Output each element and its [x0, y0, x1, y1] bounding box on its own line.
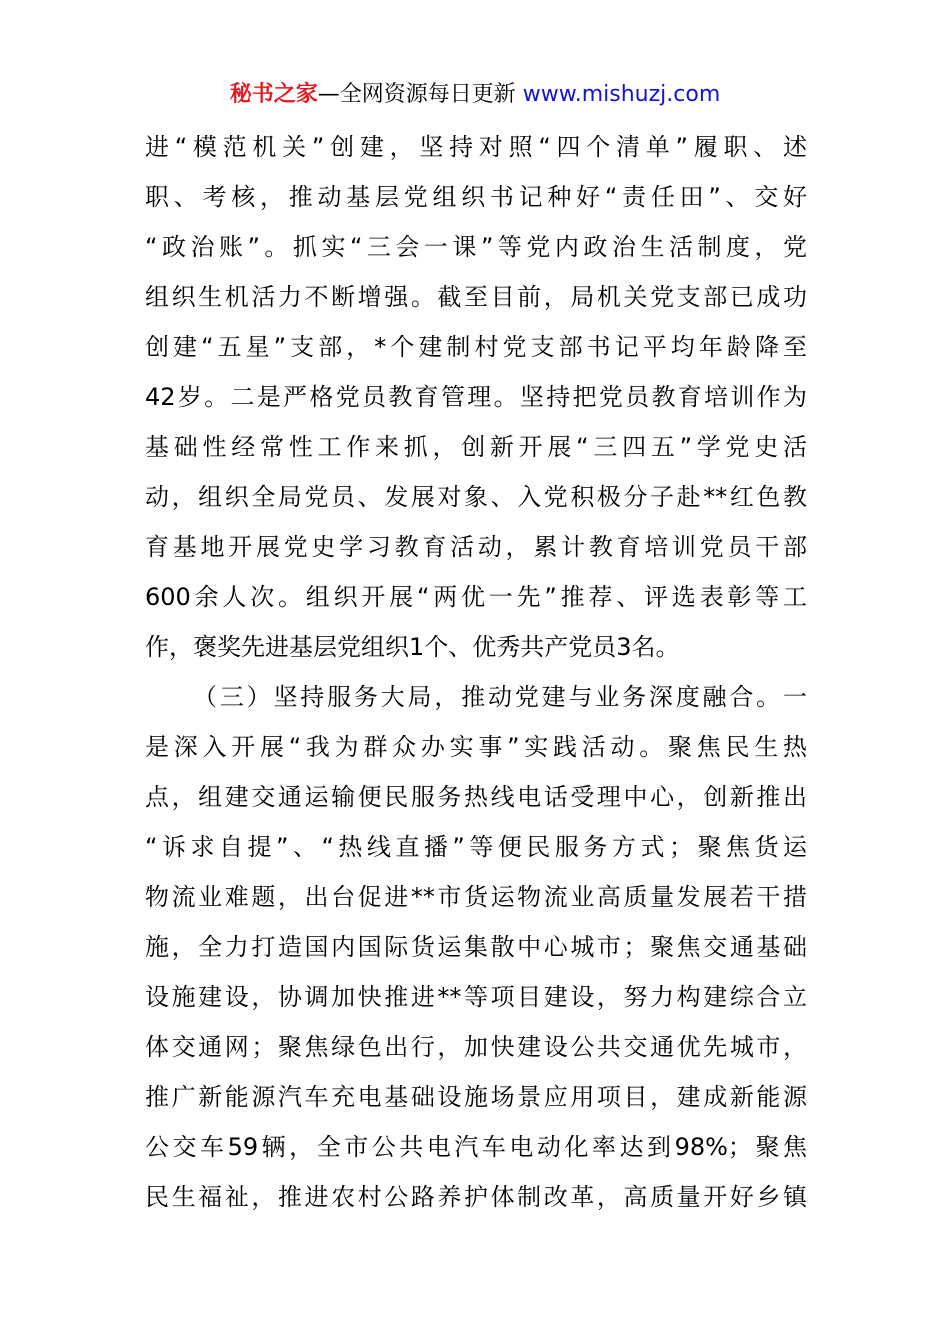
text-line: 组织生机活力不断增强。截至目前，局机关党支部已成功 — [145, 283, 807, 311]
text-line: 点，组建交通运输便民服务热线电话受理中心，创新推出 — [145, 783, 807, 811]
site-header — [0, 80, 950, 110]
text-line: “政治账”。抓实“三会一课”等党内政治生活制度，党 — [145, 233, 807, 261]
header-tagline: —全网资源每日更新 — [317, 82, 516, 107]
text-line: 民生福祉，推进农村公路养护体制改革，高质量开好乡镇 — [145, 1183, 807, 1211]
text-line: 创建“五星”支部，*个建制村党支部书记平均年龄降至 — [145, 333, 807, 361]
text-line: 公交车59辆，全市公共电汽车电动化率达到98%；聚焦 — [145, 1133, 807, 1161]
site-url[interactable]: www.mishuzj.com — [522, 82, 721, 107]
text-line: 作，褒奖先进基层党组织1个、优秀共产党员3名。 — [145, 633, 680, 661]
text-line: 600余人次。组织开展“两优一先”推荐、评选表彰等工 — [145, 583, 807, 611]
text-line: 动，组织全局党员、发展对象、入党积极分子赴**红色教 — [145, 483, 807, 511]
paragraph-heading-line: （三）坚持服务大局，推动党建与业务深度融合。一 — [193, 683, 807, 711]
text-line: 是深入开展“我为群众办实事”实践活动。聚焦民生热 — [145, 733, 807, 761]
text-line: “诉求自提”、“热线直播”等便民服务方式；聚焦货运 — [145, 833, 807, 861]
text-line: 推广新能源汽车充电基础设施场景应用项目，建成新能源 — [145, 1083, 807, 1111]
text-line: 物流业难题，出台促进**市货运物流业高质量发展若干措 — [145, 883, 807, 911]
text-line: 42岁。二是严格党员教育管理。坚持把党员教育培训作为 — [145, 383, 807, 411]
text-line: 施，全力打造国内国际货运集散中心城市；聚焦交通基础 — [145, 933, 807, 961]
text-line: 进“模范机关”创建，坚持对照“四个清单”履职、述 — [145, 133, 807, 161]
text-line: 基础性经常性工作来抓，创新开展“三四五”学党史活 — [145, 433, 807, 461]
brand-name: 秘书之家 — [229, 82, 318, 107]
text-line: 体交通网；聚焦绿色出行，加快建设公共交通优先城市， — [145, 1033, 807, 1061]
text-line: 设施建设，协调加快推进**等项目建设，努力构建综合立 — [145, 983, 807, 1011]
text-line: 育基地开展党史学习教育活动，累计教育培训党员干部 — [145, 533, 807, 561]
text-line: 职、考核，推动基层党组织书记种好“责任田”、交好 — [145, 183, 807, 211]
